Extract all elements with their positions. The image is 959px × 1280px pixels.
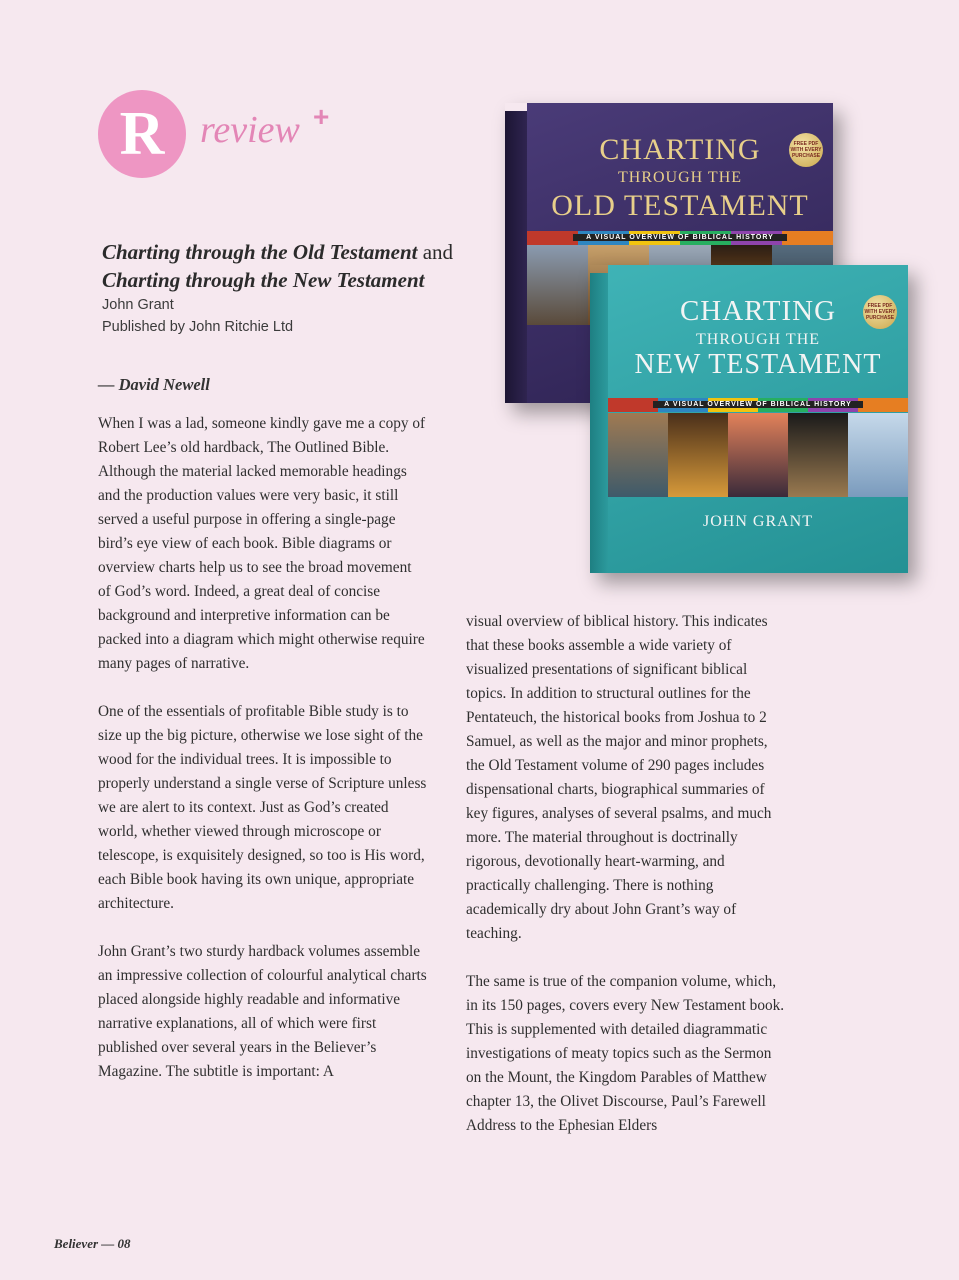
article-column-left (98, 412, 428, 1108)
review-badge-logo: R (98, 90, 186, 178)
ot-cover-subtitle: A VISUAL OVERVIEW OF BIBLICAL HISTORY (573, 234, 787, 241)
book-title-line-2 (102, 266, 492, 294)
section-label: review (200, 109, 300, 151)
book-title-block (102, 238, 492, 338)
ot-cover-line3: OLD TESTAMENT (551, 189, 809, 222)
book-title-ot: Charting through the Old Testament (102, 240, 418, 264)
ot-cover-line1: CHARTING (599, 133, 761, 166)
book-publisher: Published by John Ritchie Ltd (102, 319, 294, 335)
book-author: John Grant (102, 297, 174, 313)
nt-spine (590, 273, 608, 573)
book-cover-new-testament (590, 265, 908, 573)
article-column-right (466, 610, 786, 1162)
paragraph: When I was a lad, someone kindly gave me a copy of Robert Lee’s old hardback, The Outlined Bible. Although the material lacked memorable headings and the production values were very basic, it still served a useful purpose in offering a single-page bird’s eye view of each book. Bible diagrams or overview charts help us to see the broad movement of God’s word. Indeed, a great deal of concise background and interpretive information can be packed into a diagram which might otherwise require many pages of narrative. (98, 415, 426, 672)
title-conjunction: and (422, 240, 454, 264)
paragraph: John Grant’s two sturdy hardback volumes assemble an impressive collection of colourful analytical charts placed alongside highly readable and informative narrative explanations, all of which were first published over several years in the Believer’s Magazine. The subtitle is important: A (98, 943, 427, 1080)
ot-cover-line2: THROUGH THE (617, 169, 743, 186)
book-title-nt: Charting through the New Testament (102, 268, 425, 292)
reviewer-byline: — David Newell (98, 375, 210, 394)
nt-cover-line1: CHARTING (679, 295, 837, 327)
book-title-line-1 (102, 238, 492, 266)
nt-cover-line2: THROUGH THE (695, 331, 821, 348)
nt-cover-subtitle: A VISUAL OVERVIEW OF BIBLICAL HISTORY (653, 401, 863, 408)
paragraph: visual overview of biblical history. This indicates that these books assemble a wide variety of visualized presentations of significant biblical topics. In addition to structural outlines for the Pentateuch, the historical books from Joshua to 2 Samuel, as well as the major and minor prophets, the Old Testament volume of 290 pages includes dispensational charts, biographical summaries of key figures, analyses of several psalms, and much more. The material throughout is doctrinally rigorous, devotionally heart-warming, and practically challenging. There is nothing academically dry about John Grant’s way of teaching. (466, 613, 772, 942)
nt-cover-face (608, 265, 908, 573)
nt-cover-images (608, 413, 908, 497)
ot-spine (505, 111, 527, 403)
ot-free-pdf-seal: FREE PDF WITH EVERY PURCHASE (789, 133, 823, 167)
page-footer: Believer — 08 (54, 1236, 131, 1251)
section-plus-mark: + (313, 101, 330, 132)
paragraph: The same is true of the companion volume, which, in its 150 pages, covers every New Testament book. This is supplemented with detailed diagrammatic investigations of meaty topics such as the Sermon on the Mount, the Kingdom Parables of Matthew chapter 13, the Olivet Discourse, Paul’s Farewell Address to the Ephesian Elders (466, 973, 785, 1134)
nt-cover-author: JOHN GRANT (703, 513, 813, 530)
nt-cover-line3: NEW TESTAMENT (634, 349, 882, 380)
nt-free-pdf-seal: FREE PDF WITH EVERY PURCHASE (863, 295, 897, 329)
paragraph: One of the essentials of profitable Bible study is to size up the big picture, otherwise we lose sight of the wood for the individual trees. It is impossible to properly understand a single verse of Scripture unless we are alert to its context. Just as God’s created world, whether viewed through microscope or telescope, is exquisitely designed, so too is His word, each Bible book having its own unique, appropriate architecture. (98, 703, 427, 912)
